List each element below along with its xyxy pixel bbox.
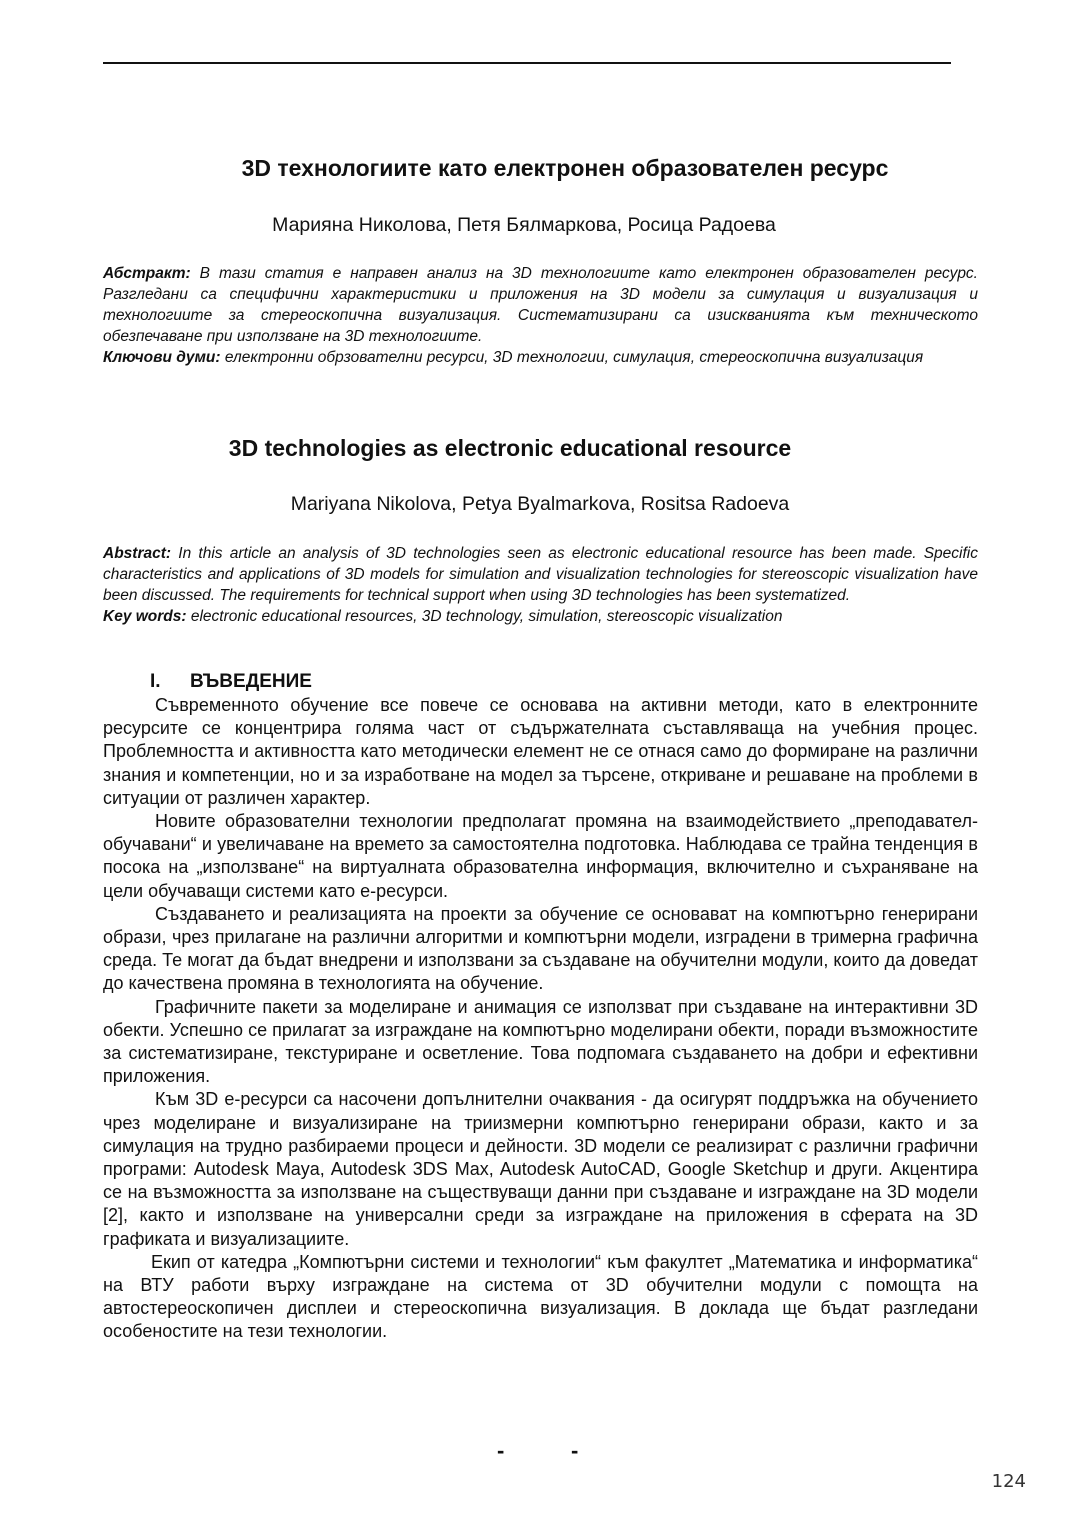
keywords-en-text: electronic educational resources, 3D technology, simulation, stereoscopic visualization — [186, 608, 783, 625]
footer-dash-right: - — [571, 1438, 579, 1463]
title-bg: 3D технологиите като електронен образователен ресурс — [241, 155, 889, 181]
paragraph: Съвременното обучение все повече се основава на активни методи, като в електронните ресурсите се концентрира голяма част от съдържателната съставляваща на учебния процес. Проблемността и активността като методически елемент не се отнася само до формиране на различни знания и компетенции, но и за изработване на модел за търсене, откриване и решаване на проблеми в ситуации от различен характер. — [103, 695, 978, 808]
footer-dash-left: - — [497, 1438, 505, 1463]
abstract-en-label: Abstract: — [103, 545, 172, 562]
header-rule — [103, 62, 951, 64]
paragraph: Създаването и реализацията на проекти за обучение се основават на компютърно генерирани образи, чрез прилагане на различни алгоритми и компютърни модели, изградени в тримерна графична среда. Те могат да бъдат внедрени и използвани за създаване на обучителни модули, които да доведат до качествена промяна в технологията на обучение. — [103, 903, 978, 994]
keywords-bg-text: електронни обрзователни ресурси, 3D технологии, симулация, стереоскопична визуализация — [220, 349, 924, 366]
section-number: I. — [150, 671, 161, 692]
paragraph: Екип от катедра „Компютърни системи и технологии“ към факултет „Математика и информатика“ на ВТУ работи върху изграждане на система от 3D обучителни модули с помощта на автостереоскопичен дисплеи и стереоскопична визуализация. В доклада ще бъдат разгледани особеностите на тези технологии. — [103, 1251, 978, 1342]
abstract-bg — [103, 263, 978, 368]
section-title: ВЪВЕДЕНИЕ — [190, 671, 312, 692]
paragraph: Новите образователни технологии предполагат промяна на взаимодействието „преподавател-обучавани“ и увеличаване на времето за самостоятелна подготовка. Наблюдава се трайна тенденция в посока на „използване“ на виртуалната образователна информация, включително и съхраняване на цели обучаващи системи като е-ресурси. — [103, 811, 978, 901]
abstract-en-text: In this article an analysis of 3D technologies seen as electronic educational resource has been made. Specific characteristics and applications of 3D models for simulation and visualization technologies for stereoscopic visualization have been discussed. The requirements for technical support when using 3D technologies has been systematized. — [103, 545, 978, 604]
page-number: 124 — [991, 1471, 1026, 1492]
title-en: 3D technologies as electronic educational resource — [228, 435, 792, 461]
keywords-bg-label: Ключови думи: — [103, 349, 221, 366]
abstract-bg-label: Абстракт: — [103, 265, 191, 282]
authors-en: Mariyana Nikolova, Petya Byalmarkova, Rositsa Radoeva — [290, 493, 790, 515]
body-text — [103, 694, 978, 1344]
abstract-en — [103, 543, 978, 627]
authors-bg: Марияна Николова, Петя Бялмаркова, Росица Радоева — [272, 214, 776, 236]
keywords-en-label: Key words: — [103, 608, 187, 625]
paragraph: Към 3D е-ресурси са насочени допълнителни очаквания - да осигурят поддръжка на обучението чрез моделиране и визуализиране на триизмерни компютърно генерирани образи, както и за симулация на трудно разбираеми процеси и дейности. 3D модели се реализират с различни графични програми: Autodesk Maya, Autodesk 3DS Max, Autodesk AutoCAD, Google Sketchup и други. Акцентира се на възможността за използване на съществуващи данни при създаване и изграждане на 3D модели [2], както и използване на универсални среди за изграждане на приложения в сферата на 3D графиката и визуализациите. — [103, 1089, 978, 1249]
paragraph: Графичните пакети за моделиране и анимация се използват при създаване на интерактивни 3D обекти. Успешно се прилагат за изграждане на компютърно моделирани обекти, поради възможностите за систематизиране, текстуриране и осветление. Това подпомага създаването на добри и ефективни приложения. — [103, 996, 978, 1087]
abstract-bg-text: В тази статия е направен анализ на 3D технологиите като електронен образователен ресурс. Разгледани са специфични характеристики и приложения на 3D модели за симулация и визуализация и технологиите за стереоскопична визуализация. Систематизирани са изискванията към техническото обезпечаване при използване на 3D технологиите. — [103, 265, 978, 345]
section-heading — [150, 671, 312, 693]
